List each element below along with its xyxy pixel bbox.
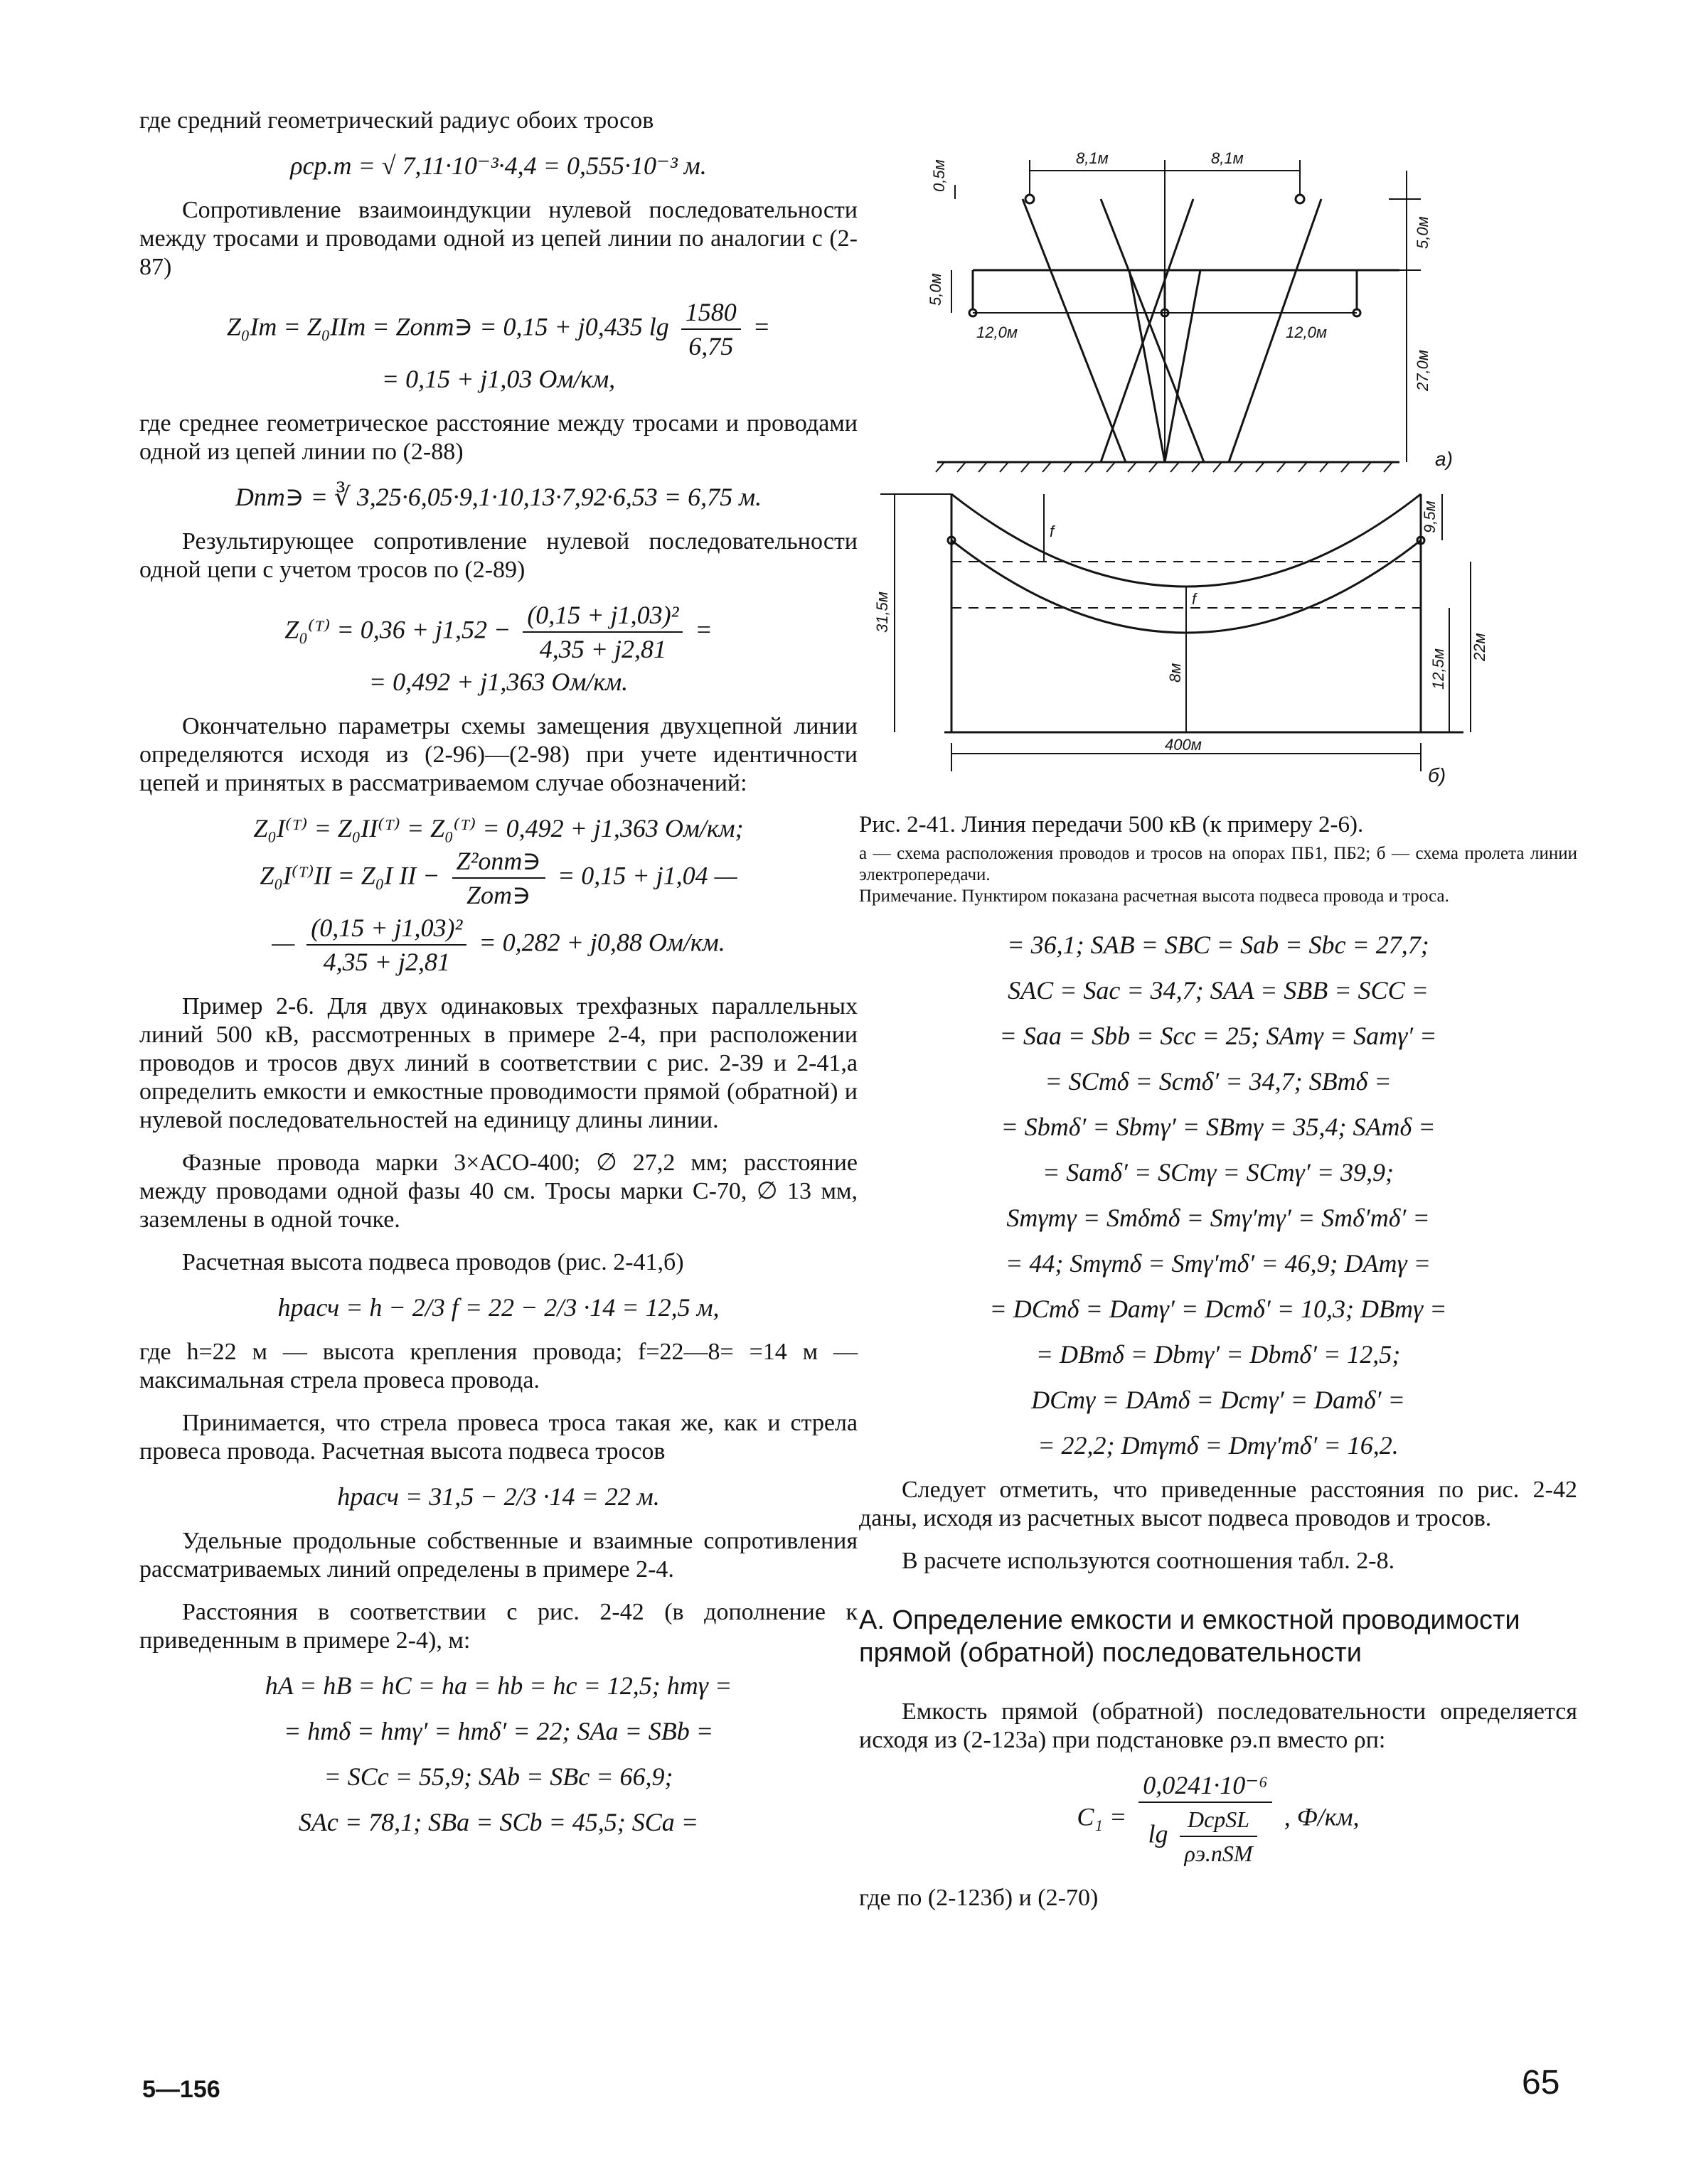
dim-label: 8,1м [1076, 149, 1109, 167]
fraction [1138, 1769, 1272, 1870]
equation-z0it [139, 296, 858, 395]
figure-label-a: а) [1435, 448, 1453, 470]
dim-label: 12,0м [976, 323, 1018, 341]
fraction-denominator: 6,75 [688, 332, 734, 360]
equation-c1 [859, 1769, 1577, 1870]
equation-part: C₁ = [1077, 1802, 1127, 1831]
equation-line: SAc = 78,1; SBa = SCb = 45,5; SCa = [298, 1808, 699, 1836]
paragraph: где среднее геометрическое расстояние между тросами и проводами одной из цепей линии по (2-88) [139, 410, 858, 465]
equation-line: SAC = Sac = 34,7; SAA = SBB = SCC = [1008, 976, 1429, 1005]
figure-label-b: б) [1428, 764, 1446, 786]
equation-z0t [139, 599, 858, 698]
equation-line: = DCтδ = Daтγ′ = Dcтδ′ = 10,3; DBтγ = [989, 1295, 1447, 1323]
fraction [681, 296, 741, 363]
equation-part: = [695, 615, 713, 644]
figure-caption-sub: а — схема расположения проводов и тросов на опорах ПБ1, ПБ2; б — схема пролета линии электропередачи. [859, 844, 1577, 884]
paragraph: Результирующее сопротивление нулевой последовательности одной цепи с учетом тросов по (2-89) [139, 528, 858, 583]
equation-line: Sтγтγ = Sтδтδ = Sтγ′тγ′ = Sтδ′тδ′ = [1006, 1204, 1430, 1232]
equation-line: = SCтδ = Scтδ′ = 34,7; SBтδ = [1045, 1067, 1392, 1096]
paragraph: В расчете используются соотношения табл. 2-8. [902, 1548, 1395, 1574]
fraction-numerator: DсрSL [1180, 1803, 1257, 1837]
fraction-denominator: 4,35 + j2,81 [323, 948, 450, 976]
figure-note: Примечание. Пунктиром показана расчетная высота подвеса провода и троса. [859, 887, 1449, 906]
section-heading: А. Определение емкости и емкостной проводимости прямой (обратной) последовательности [859, 1605, 1520, 1668]
paragraph: Сопротивление взаимоиндукции нулевой последовательности между тросами и проводами одной из цепей линии по аналогии с (2-87) [139, 197, 858, 280]
fraction [1180, 1803, 1257, 1870]
paragraph: где средний геометрический радиус обоих тросов [139, 107, 654, 134]
equation-line: = Sbтδ′ = Sbтγ′ = SBтγ = 35,4; SAтδ = [1001, 1113, 1436, 1141]
paragraph: Принимается, что стрела провеса троса такая же, как и стрела провеса провода. Расчетная высота подвеса тросов [139, 1410, 858, 1465]
dim-label: f [1192, 590, 1197, 608]
equation-rho: ρср.т = √ 7,11·10⁻³·4,4 = 0,555·10⁻³ м. [290, 151, 707, 180]
paragraph: Следует отметить, что приведенные расстояния по рис. 2-42 даны, исходя из расчетных высот подвеса проводов и тросов. [859, 1477, 1577, 1531]
dim-label: f [1050, 523, 1055, 540]
figure-2-41 [859, 107, 1577, 789]
equation-line: DCтγ = DAтδ = Dcтγ′ = Daтδ′ = [1031, 1386, 1405, 1414]
paragraph-example: Пример 2-6. Для двух одинаковых трехфазных параллельных линий 500 кВ, рассмотренных в примере 2-4, при расположении проводов и тросов двух линий в соответствии с рис. 2-39 и 2-41,а определить емкости и емкостные проводимости прямой (обратной) и нулевой последовательностей на единицу длины линии. [139, 993, 858, 1133]
fraction-denominator: ρэ.пSM [1184, 1841, 1253, 1866]
dim-label: 12,5м [1429, 648, 1447, 690]
equation-part: , Ф/км, [1284, 1802, 1360, 1831]
page-number: 65 [1522, 2064, 1560, 2102]
fraction-denominator: Zот∋ [466, 881, 531, 909]
equation-line: = 0,492 + j1,363 Ом/км. [368, 668, 629, 696]
paragraph: Окончательно параметры схемы замещения двухцепной линии определяются исходя из (2-96)—(2-98) при учете идентичности цепей и принятых в рассматриваемом случае обозначений: [139, 713, 858, 796]
fraction [523, 599, 683, 665]
equation-line: = Saтδ′ = SCтγ = SCтγ′ = 39,9; [1042, 1158, 1394, 1187]
equation-part: = 0,15 + j1,04 — [558, 861, 737, 890]
dim-label: 5,0м [927, 273, 944, 306]
equation-distances-cont [859, 928, 1577, 1462]
equation-part: lg [1148, 1819, 1168, 1848]
paragraph: Расстояния в соответствии с рис. 2-42 (в дополнение к приведенным в примере 2-4), м: [139, 1599, 858, 1654]
paragraph: Расчетная высота подвеса проводов (рис. 2-41,б) [182, 1249, 684, 1275]
dim-label: 31,5м [873, 592, 891, 633]
fraction-numerator: Z²опт∋ [452, 845, 545, 879]
fraction-numerator: (0,15 + j1,03)² [306, 911, 466, 946]
dim-label: 8м [1166, 663, 1184, 682]
equation-part: = [752, 312, 771, 341]
span-dimensions [873, 500, 1488, 786]
figure-caption: Рис. 2-41. Линия передачи 500 кВ (к примеру 2-6). [859, 812, 1364, 837]
dim-label: 8,1м [1211, 149, 1244, 167]
fraction-numerator: 1580 [681, 296, 741, 330]
dim-label: 12,0м [1286, 323, 1327, 341]
tower-dimensions [927, 149, 1453, 470]
tower-scheme [936, 160, 1421, 472]
fraction [306, 911, 466, 978]
equation-line: = 22,2; Dтγтδ = Dтγ′тδ′ = 16,2. [1038, 1431, 1399, 1460]
paragraph: Фазные провода марки 3×АСО-400; ∅ 27,2 мм; расстояние между проводами одной фазы 40 см. Тросы марки С-70, ∅ 13 мм, заземлены в одной точке. [139, 1150, 858, 1233]
right-column [859, 107, 1577, 1927]
footer-signature: 5—156 [142, 2076, 220, 2103]
equation-line: = 44; Sтγтδ = Sтγ′тδ′ = 46,9; DAтγ = [1006, 1249, 1431, 1278]
equation-line: = 0,15 + j1,03 Ом/км, [381, 365, 616, 393]
equation-distances [139, 1669, 858, 1838]
equation-part: Z₀⁽ᵀ⁾ = 0,36 + j1,52 − [284, 615, 511, 644]
paragraph: Емкость прямой (обратной) последовательности определяется исходя из (2-123а) при подстановке ρэ.п вместо ρп: [859, 1698, 1577, 1753]
equation-part: Z₀Iт = Z₀IIт = Zопт∋ = 0,15 + j0,435 lg [226, 312, 669, 341]
fraction [452, 845, 545, 911]
paragraph: Удельные продольные собственные и взаимные сопротивления рассматриваемых линий определены в примере 2-4. [139, 1528, 858, 1583]
equation-line: hA = hB = hC = ha = hb = hc = 12,5; hтγ = [265, 1671, 732, 1700]
equation-dpt: Dпт∋ = ∛ 3,25·6,05·9,1·10,13·7,92·6,53 = 6,75 м. [235, 483, 762, 511]
equation-part: = 0,282 + j0,88 Ом/км. [479, 928, 725, 957]
dim-label: 0,5м [930, 159, 948, 192]
equation-hrasch-tros: hрасч = 31,5 − 2/3 ·14 = 22 м. [337, 1482, 660, 1511]
equation-final: Z₀I⁽ᵀ⁾ = Z₀II⁽ᵀ⁾ = Z₀⁽ᵀ⁾ = 0,492 + j1,363 Ом/км; Z₀I⁽ᵀ⁾II = Z₀I II − $\frac{\text{Z²опт∋}}{\text{Zот∋}}$ = 0,15 + j1,04 — — $\frac{\text{(0,15 + j1,03)²}}{4,35 + j2,81}$ = 0,282 + j0,88 Ом/км. [139, 812, 858, 978]
dim-label: 27,0м [1414, 350, 1431, 391]
dim-label: 22м [1471, 633, 1488, 661]
dim-label: 9,5м [1421, 500, 1439, 533]
left-column [139, 107, 858, 1853]
dim-label: 400м [1165, 736, 1202, 754]
fraction-numerator: (0,15 + j1,03)² [523, 599, 683, 633]
fraction-numerator: 0,0241·10⁻⁶ [1138, 1769, 1272, 1803]
fraction-denominator: 4,35 + j2,81 [539, 635, 666, 663]
paragraph: где по (2-123б) и (2-70) [859, 1885, 1099, 1911]
span-scheme [880, 494, 1471, 771]
equation-line: Z₀I⁽ᵀ⁾ = Z₀II⁽ᵀ⁾ = Z₀⁽ᵀ⁾ = 0,492 + j1,363 Ом/км; [253, 814, 744, 842]
equation-line: = Saa = Sbb = Scc = 25; SAтγ = Saтγ′ = [999, 1022, 1437, 1050]
dim-label: 5,0м [1414, 216, 1431, 249]
equation-hrasch: hрасч = h − 2/3 f = 22 − 2/3 ·14 = 12,5 м, [277, 1293, 720, 1322]
equation-line: = 36,1; SAB = SBC = Sab = Sbc = 27,7; [1007, 931, 1429, 959]
equation-line: = DBтδ = Dbтγ′ = Dbтδ′ = 12,5; [1035, 1340, 1401, 1369]
equation-line: = hтδ = hтγ′ = hтδ′ = 22; SAa = SBb = [283, 1717, 714, 1745]
equation-part: Z₀I⁽ᵀ⁾II = Z₀I II − [260, 861, 440, 890]
paragraph: где h=22 м — высота крепления провода; f=22—8= =14 м — максимальная стрела провеса провода. [139, 1339, 858, 1393]
equation-line: = SCc = 55,9; SAb = SBc = 66,9; [324, 1762, 673, 1791]
